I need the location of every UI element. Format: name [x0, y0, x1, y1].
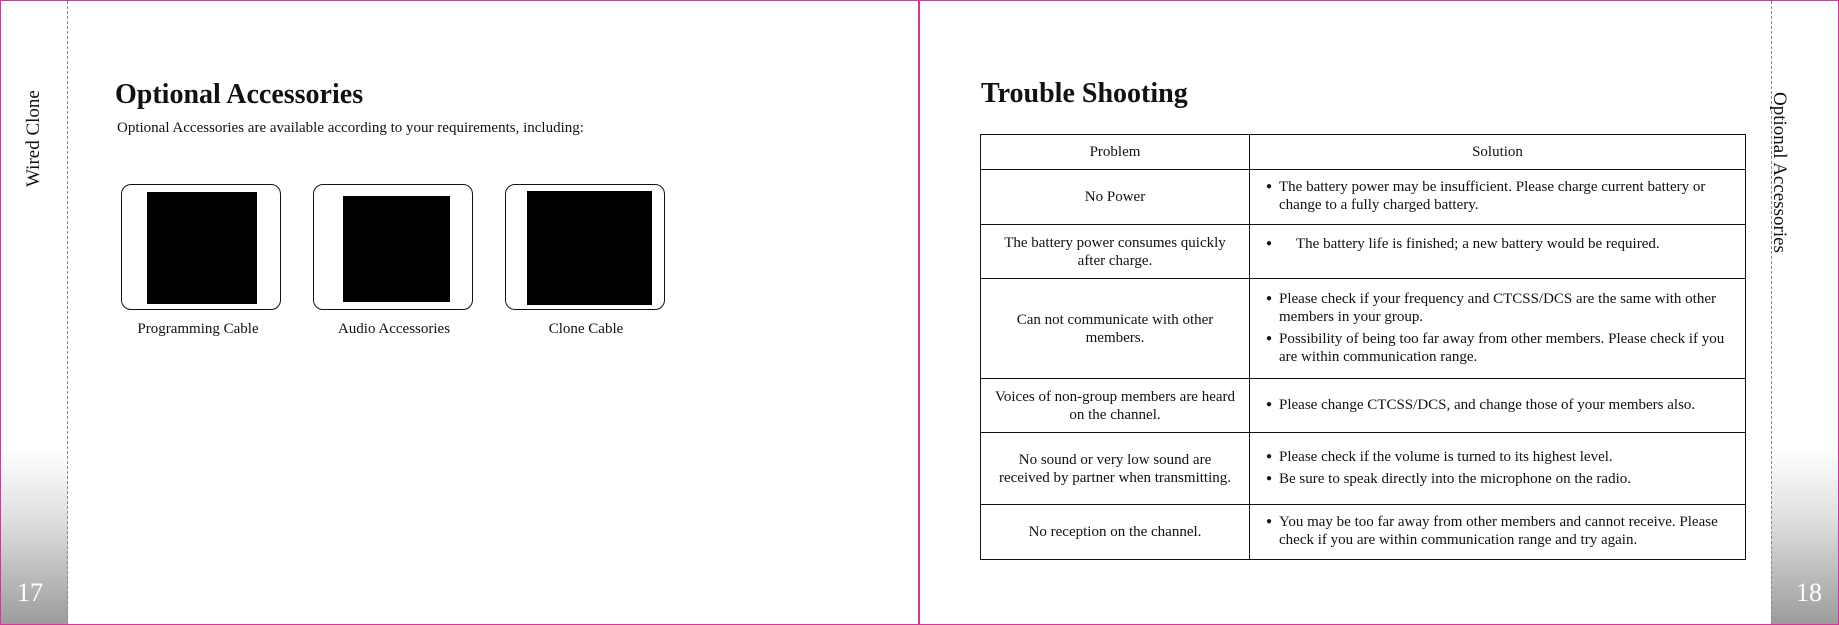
right-side-label: Optional Accessories	[1769, 92, 1790, 253]
problem-cell: No reception on the channel.	[981, 505, 1250, 560]
table-row	[981, 505, 1746, 560]
solution-item: ● Please check if the volume is turned to its highest level.	[1266, 448, 1731, 466]
table-row	[981, 433, 1746, 505]
problem-cell: No Power	[981, 170, 1250, 225]
accessory-card-programming-cable	[121, 184, 281, 310]
table-row	[981, 170, 1746, 225]
table-row	[981, 379, 1746, 433]
problem-cell: Can not communicate with other members.	[981, 279, 1250, 379]
accessory-label: Clone Cable	[548, 321, 624, 337]
solution-header: Solution	[1250, 135, 1746, 170]
programming-cable-image	[147, 192, 257, 304]
right-page-number: 18	[1796, 578, 1822, 607]
left-page	[0, 0, 919, 625]
problem-header: Problem	[981, 135, 1250, 170]
problem-cell: No sound or very low sound are received by partner when transmitting.	[981, 433, 1250, 505]
troubleshooting-title: Trouble Shooting	[981, 78, 1188, 109]
solution-cell	[1250, 279, 1746, 379]
solution-item: ● Please change CTCSS/DCS, and change those of your members also.	[1266, 396, 1731, 414]
accessory-card-audio-accessories	[313, 184, 473, 310]
problem-cell: The battery power consumes quickly after charge.	[981, 225, 1250, 279]
solution-item: ● Be sure to speak directly into the microphone on the radio.	[1266, 470, 1731, 488]
solution-cell	[1250, 433, 1746, 505]
solution-cell	[1250, 225, 1746, 279]
solution-item: ● The battery power may be insufficient. Please charge current battery or change to a fully charged battery.	[1266, 178, 1731, 214]
accessory-card-clone-cable	[505, 184, 665, 310]
table-header-row	[981, 135, 1746, 170]
solution-item: ● The battery life is finished; a new battery would be required.	[1266, 235, 1731, 253]
table-row	[981, 279, 1746, 379]
problem-cell: Voices of non-group members are heard on the channel.	[981, 379, 1250, 433]
audio-accessories-image	[343, 196, 450, 302]
solution-item: ● Please check if your frequency and CTCSS/DCS are the same with other members in your group.	[1266, 290, 1731, 326]
solution-cell	[1250, 170, 1746, 225]
clone-cable-image	[527, 191, 652, 305]
solution-cell	[1250, 379, 1746, 433]
accessories-intro: Optional Accessories are available according to your requirements, including:	[117, 120, 584, 136]
troubleshooting-table	[980, 134, 1746, 560]
accessories-title: Optional Accessories	[115, 79, 364, 110]
left-side-label: Wired Clone	[23, 90, 44, 187]
left-side-strip	[1, 1, 68, 624]
accessory-label: Audio Accessories	[337, 321, 451, 337]
solution-item: ● You may be too far away from other members and cannot receive. Please check if you are within communication range and try again.	[1266, 513, 1731, 549]
solution-item: ● Possibility of being too far away from other members. Please check if you are within communication range.	[1266, 330, 1731, 366]
accessory-label: Programming Cable	[137, 321, 259, 337]
solution-cell	[1250, 505, 1746, 560]
table-row	[981, 225, 1746, 279]
left-page-number: 17	[17, 578, 43, 607]
